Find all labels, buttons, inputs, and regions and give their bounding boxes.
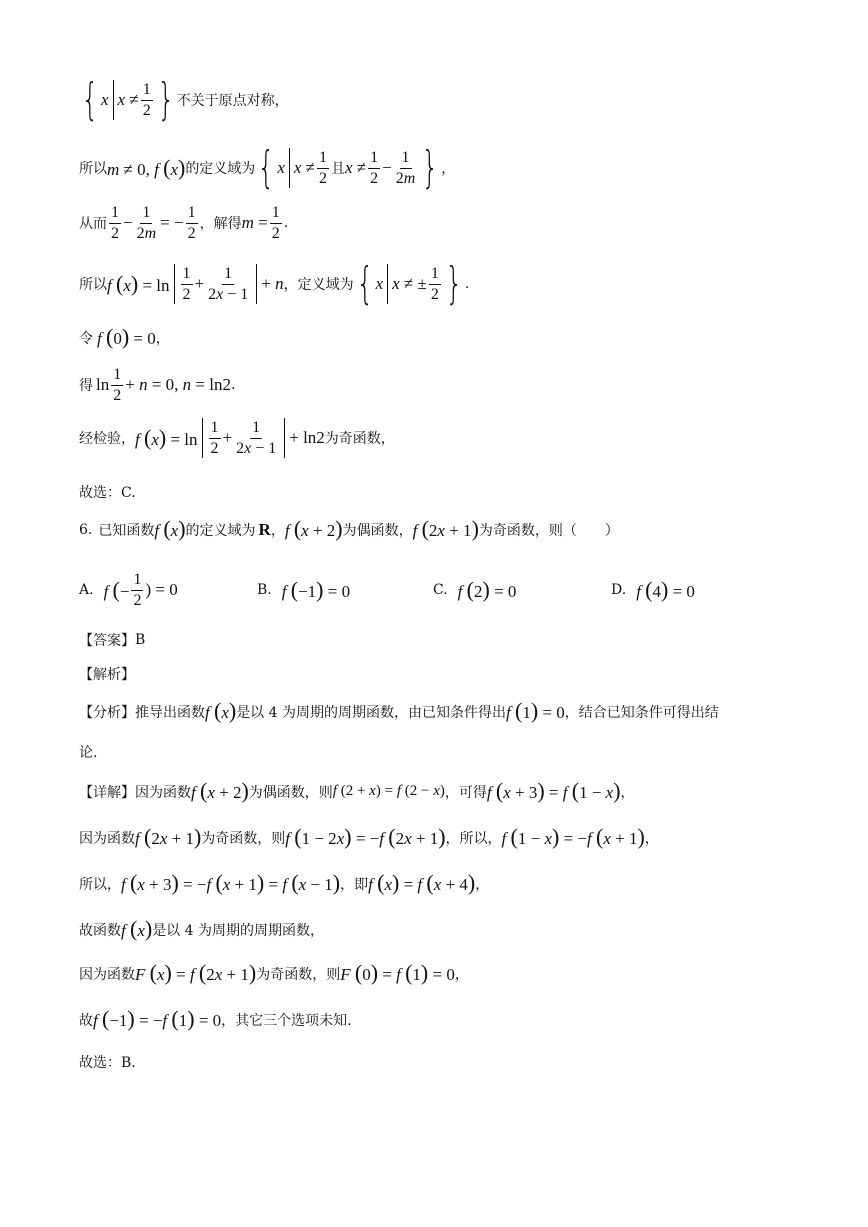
fenxi-line-1: 【分析】 推导出函数 f (x) 是以 4 为周期的周期函数，由已知条件得出 f (1) = 0 ，结合已知条件可得出结 <box>79 698 719 723</box>
line-text: ， <box>454 966 469 983</box>
math-R: R <box>258 519 271 539</box>
detail-line-5: 因为函数 F (x) = f (2x + 1) 为奇函数，则 F (0) = f (1) = 0 ， <box>79 960 469 985</box>
solution-line-2: 所以 m ≠ 0, f (x) 的定义域为 { x x ≠ $\frac{1}{2}$ 且 x ≠ $\frac{1}{2}$ − $\frac{1}{2m}$ } ， <box>79 142 456 193</box>
fenxi-line-2 <box>79 742 808 762</box>
detail-line-4: 故函数 f (x) 是以 4 为周期的周期函数， <box>79 916 324 941</box>
line-text: ， <box>620 784 635 801</box>
line-text: 的定义域为 <box>185 161 256 177</box>
line-text: 是以 4 为周期的周期函数，由已知条件得出 <box>236 704 506 721</box>
option-label: A. <box>79 582 94 598</box>
option-label: C. <box>433 582 448 598</box>
solution-line-1 <box>79 74 808 125</box>
right-brace: } <box>421 142 439 193</box>
line-text: 从而 <box>79 216 107 233</box>
line-text: . <box>464 276 470 292</box>
option-d: D. f (4) = 0 <box>611 576 695 602</box>
detail-line-6: 故 f (−1) = −f (1) = 0 ，其它三个选项未知. <box>79 1006 352 1031</box>
line-text: 是以 4 为周期的周期函数， <box>152 922 324 939</box>
detail-line-2: 因为函数 f (2x + 1) 为奇函数，则 f (1 − 2x) = −f (2x + 1) ，所以， f (1 − x) = −f (x + 1) ， <box>79 824 659 849</box>
answer-line <box>79 630 808 650</box>
line-text: . <box>283 215 289 232</box>
line-text: 为奇函数，则 <box>256 966 341 983</box>
line-text: 所以 <box>79 161 107 177</box>
line-text: 经检验， <box>79 431 135 447</box>
option-expr: ) = 0 <box>145 580 178 599</box>
line-text: 故选：B. <box>79 1055 136 1071</box>
left-brace: { <box>81 74 99 125</box>
solution-line-5: 令 f (0) = 0 ， <box>79 324 170 349</box>
solution-line-8 <box>79 482 808 502</box>
line-text: 所以， <box>79 876 121 893</box>
line-text: 故 <box>79 1012 93 1029</box>
detail-line-7 <box>79 1052 808 1072</box>
option-c: C. f (2) = 0 <box>433 576 517 602</box>
line-text: ，所以， <box>445 830 502 847</box>
fenxi-label: 【分析】 <box>79 704 135 721</box>
line-text: 得 <box>79 378 93 395</box>
line-text: 令 <box>79 330 93 347</box>
line-text: . <box>230 377 236 394</box>
line-text: 推导出函数 <box>135 704 205 721</box>
answer-label: 【答案】 <box>79 633 135 649</box>
line-text: 故选：C. <box>79 485 136 501</box>
set-bar <box>113 80 114 120</box>
options-row <box>79 570 819 609</box>
solution-line-7: 经检验， f (x) = ln $\frac{1}{2}$ + $\frac{1}{2x - 1}$ + ln2 为奇函数， <box>79 418 395 457</box>
line-text: 因为函数 <box>135 784 191 801</box>
line-text: 因为函数 <box>79 966 135 983</box>
option-label: B. <box>257 582 272 598</box>
question-6-stem: 6. 已知函数 f (x) 的定义域为 R ， f (x + 2) 为偶函数， f (2x + 1) 为奇函数，则（ ） <box>79 516 619 541</box>
analysis-line <box>79 664 808 684</box>
option-b: B. f (−1) = 0 <box>257 576 351 602</box>
line-text: 为奇函数，则 <box>201 830 286 847</box>
line-text: 故函数 <box>79 922 121 939</box>
line-text: ， <box>475 876 490 893</box>
line-text: 因为函数 <box>79 830 135 847</box>
math-expr: m ≠ 0, f (x) <box>107 154 186 180</box>
line-text: 论. <box>79 745 98 761</box>
option-label: D. <box>611 582 627 598</box>
line-text: ，可得 <box>444 784 487 801</box>
detail-line-1: 【详解】 因为函数 f (x + 2) 为偶函数，则 f (2 + x) = f (2 − x) ，可得 f (x + 3) = f (1 − x) ， <box>79 778 635 803</box>
line-text: ，结合已知条件可得出结 <box>564 704 719 721</box>
math-expr: + ln2 <box>289 428 325 447</box>
line-text: 且 <box>331 161 345 177</box>
fraction-half: $\frac{1}{2}$ <box>142 80 151 119</box>
math-x-neq: x ≠ <box>117 90 139 109</box>
line-text: ，定义域为 <box>283 277 354 293</box>
line-text: 所以 <box>79 277 107 293</box>
math-x: x <box>101 90 109 109</box>
line-text: 为偶函数， <box>342 522 413 539</box>
detail-line-3: 所以， f (x + 3) = −f (x + 1) = f (x − 1) ，即 f (x) = f (x + 4) ， <box>79 870 490 895</box>
line-text: ，其它三个选项未知. <box>221 1012 352 1029</box>
answer-value: B <box>135 632 146 648</box>
line-text: ， <box>644 830 659 847</box>
left-brace: { <box>257 142 275 193</box>
solution-line-4: 所以 f (x) = ln $\frac{1}{2}$ + $\frac{1}{2x - 1}$ + n ，定义域为 { x x ≠ ± $\frac{1}{2}$ } . <box>79 258 470 309</box>
line-text: ， <box>155 330 170 347</box>
solution-line-3: 从而 $\frac{1}{2}$ − $\frac{1}{2m}$ = − $\frac{1}{2}$ ，解得 m = $\frac{1}{2}$ . <box>79 204 289 242</box>
right-brace: } <box>157 74 175 125</box>
solution-line-6: 得 ln $\frac{1}{2}$ + n = 0, n = ln2 . <box>79 366 236 404</box>
line-text: 为偶函数，则 <box>248 784 333 801</box>
line-text: ， <box>270 522 285 539</box>
line-text: 已知函数 <box>98 522 155 539</box>
line-text: 为奇函数，则（ ） <box>478 522 619 539</box>
line-text: 为奇函数， <box>324 431 395 447</box>
line-text: ， <box>441 161 456 177</box>
question-number: 6. <box>79 521 93 538</box>
analysis-label: 【解析】 <box>79 667 135 683</box>
option-a: A. f (− $\frac{1}{2}$ ) = 0 <box>79 570 178 609</box>
xiangjie-label: 【详解】 <box>79 784 135 801</box>
line-text: ，即 <box>340 876 369 893</box>
line-text: 不关于原点对称， <box>176 93 289 109</box>
line-text: 的定义域为 <box>185 522 256 539</box>
line-text: ，解得 <box>199 216 242 233</box>
